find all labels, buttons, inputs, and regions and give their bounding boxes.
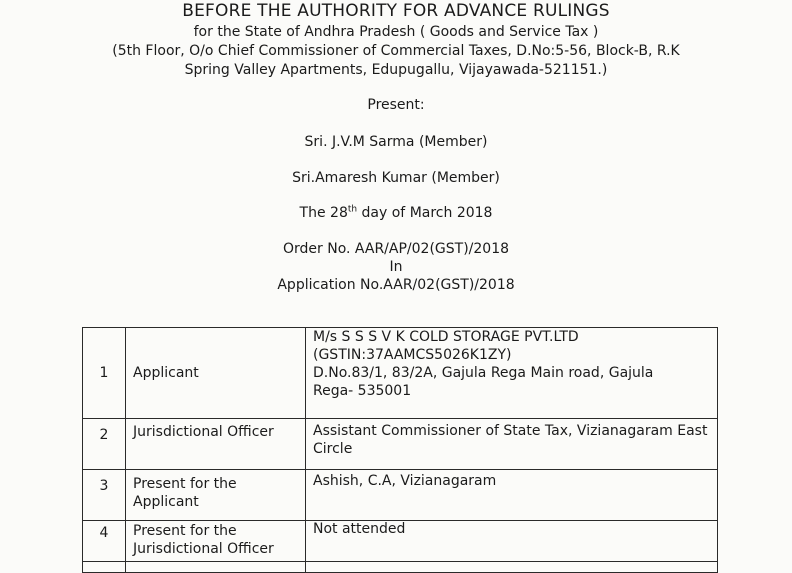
row-number: 4 [83, 521, 126, 562]
authority-address-line-2: Spring Valley Apartments, Edupugallu, Vijayawada-521151.) [184, 62, 608, 78]
authority-title: BEFORE THE AUTHORITY FOR ADVANCE RULINGS [182, 1, 610, 21]
value-line: Assistant Commissioner of State Tax, Vizianagaram East [313, 423, 708, 439]
member-2: Sri.Amaresh Kumar (Member) [292, 170, 500, 186]
table-row [83, 419, 718, 470]
value-line: Ashish, C.A, Vizianagaram [313, 473, 497, 489]
table-row [83, 470, 718, 521]
date-prefix: The 28 [299, 205, 348, 221]
row-value [306, 562, 718, 573]
row-number: 3 [83, 470, 126, 521]
row-value [306, 470, 718, 521]
table-row [83, 328, 718, 419]
date-ordinal-suffix: th [347, 204, 358, 215]
order-in: In [389, 259, 403, 275]
value-line: Circle [313, 441, 353, 457]
parties-table [82, 327, 718, 573]
row-number [83, 562, 126, 573]
table-row [83, 521, 718, 562]
row-value [306, 521, 718, 562]
row-label: Jurisdictional Officer [126, 419, 306, 470]
value-line: M/s S S S V K COLD STORAGE PVT.LTD [313, 329, 579, 345]
value-line: Rega- 535001 [313, 383, 412, 399]
row-value [306, 328, 718, 419]
table-row [83, 562, 718, 573]
row-label: Present for the Applicant [126, 470, 306, 521]
authority-address-line-1: (5th Floor, O/o Chief Commissioner of Commercial Taxes, D.No:5-56, Block-B, R.K [112, 43, 680, 59]
row-number: 1 [83, 328, 126, 419]
present-label: Present: [367, 97, 425, 113]
order-number: Order No. AAR/AP/02(GST)/2018 [282, 241, 510, 257]
row-label: Applicant [126, 328, 306, 419]
row-number: 2 [83, 419, 126, 470]
member-1: Sri. J.V.M Sarma (Member) [304, 134, 488, 150]
row-label: Present for the Jurisdictional Officer [126, 521, 306, 562]
date-suffix: day of March 2018 [357, 205, 493, 221]
authority-subtitle: for the State of Andhra Pradesh ( Goods and Service Tax ) [193, 24, 599, 40]
value-line: Not attended [313, 521, 406, 537]
application-number: Application No.AAR/02(GST)/2018 [277, 277, 515, 293]
row-label [126, 562, 306, 573]
row-value [306, 419, 718, 470]
value-line: D.No.83/1, 83/2A, Gajula Rega Main road, Gajula [313, 365, 654, 381]
order-date [0, 205, 792, 221]
value-line: (GSTIN:37AAMCS5026K1ZY) [313, 347, 512, 363]
